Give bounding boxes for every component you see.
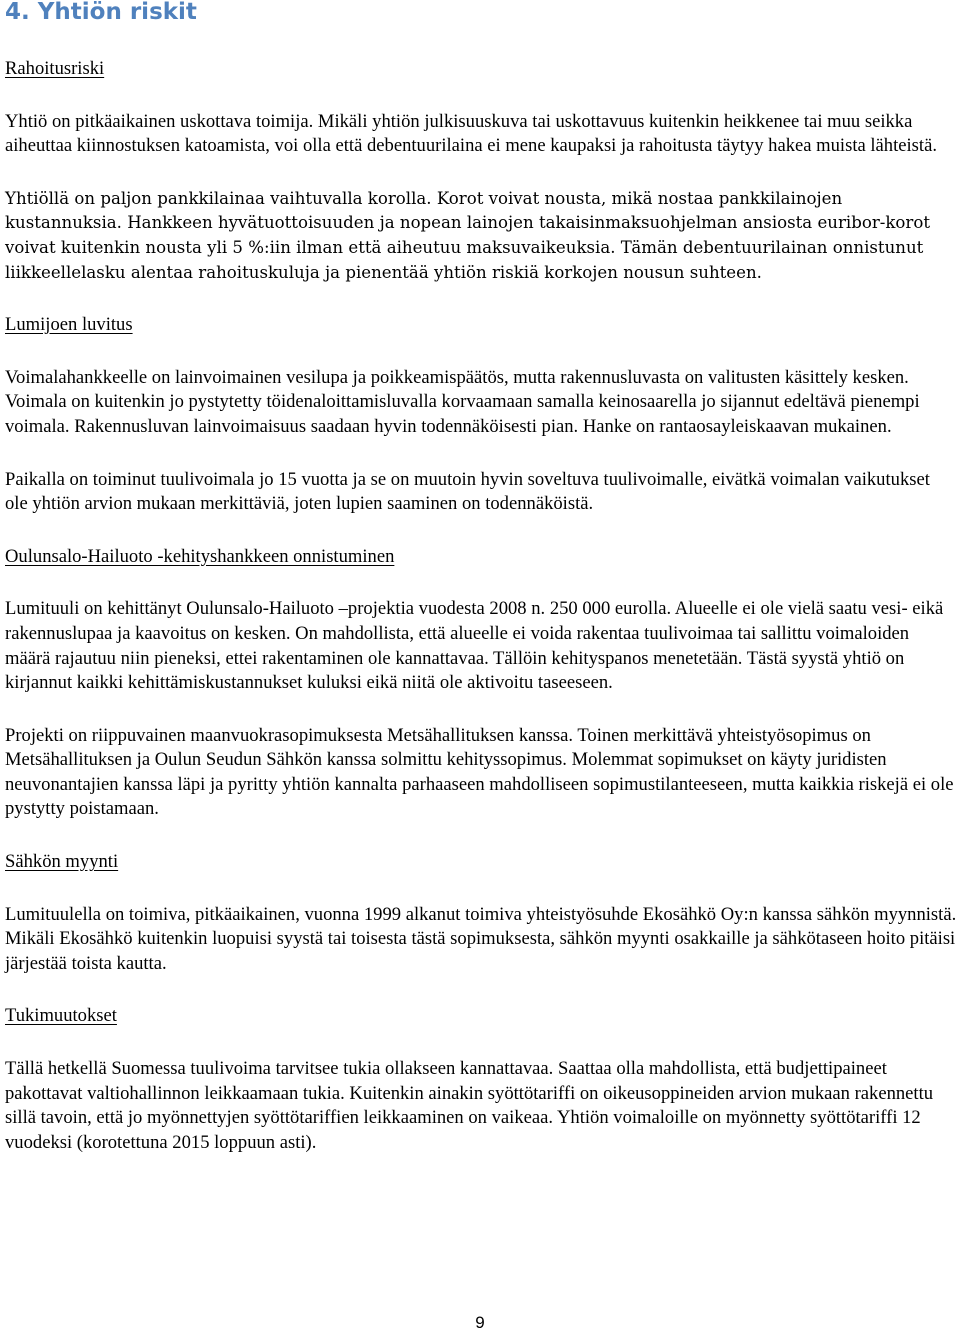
paragraph: Lumituulella on toimiva, pitkäaikainen, vuonna 1999 alkanut toimiva yhteistyösuhde Ekosähkö Oy:n kanssa sähkön myynnistä. Mikäli Ekosähkö kuitenkin luopuisi syystä tai toisesta tästä sopimuksesta, sähkön myynti osakkaille ja sähkötaseen hoito pitäisi järjestää toista kautta.	[5, 903, 957, 974]
paragraph: Yhtiöllä on paljon pankkilainaa vaihtuvalla korolla. Korot voivat nousta, mikä nostaa pankkilainojen kustannuksia. Hankkeen hyvätuottoisuuden ja nopean lainojen takaisinmaksuohjelman ansiosta euribor-korot voivat kuitenkin nousta yli 5 %:iin ilman että aiheutuu maksuvaikeuksia. Tämän debentuurilainan onnistunut liikkeellelasku alentaa rahoituskuluja ja pienentää yhtiön riskiä korkojen nousun suhteen.	[5, 188, 930, 282]
paragraph: Yhtiö on pitkäaikainen uskottava toimija. Mikäli yhtiön julkisuuskuva tai uskottavuus kuitenkin heikkenee tai muu seikka aiheuttaa kiinnostuksen katoamista, voi olla että debentuurilaina ei mene kaupaksi ja rahoitusta täytyy hakea muista lähteistä.	[5, 110, 937, 157]
chapter-title: 4. Yhtiön riskit	[5, 0, 197, 25]
paragraph: Projekti on riippuvainen maanvuokrasopimuksesta Metsähallituksen kanssa. Toinen merkittävä yhteistyösopimus on Metsähallituksen ja Oulun Seudun Sähkön kanssa solmittu kehityssopimus. Molemmat sopimukset on käyty juridisten neuvonantajien kanssa läpi ja pyritty yhtiön kannalta parhaaseen mahdolliseen sopimustilanteeseen, mutta kaikkia riskejä ei ole pystytty poistamaan.	[5, 724, 954, 820]
page-number: 9	[475, 1313, 485, 1332]
section-heading-rahoitusriski: Rahoitusriski	[5, 58, 105, 79]
section-heading-sahkon-myynti: Sähkön myynti	[5, 851, 119, 873]
paragraph: Tällä hetkellä Suomessa tuulivoima tarvitsee tukia ollakseen kannattavaa. Saattaa olla mahdollista, että budjettipaineet pakottavat valtiohallinnon leikkaamaan tukia. Kuitenkin ainakin syöttötariffi on oikeusoppineiden arvion mukaan rakennettu sillä tavoin, että jo myönnettyjen syöttötariffien leikkaaminen on vaikeaa. Yhtiön voimaloille on myönnetty syöttötariffi 12 vuodeksi (korotettuna 2015 loppuun asti).	[5, 1058, 934, 1153]
paragraph: Paikalla on toiminut tuulivoimala jo 15 vuotta ja se on muutoin hyvin soveltuva tuulivoimalle, eivätkä voimalan vaikutukset ole yhtiön arvion mukaan merkittäviä, joten lupien saaminen on todennäköistä.	[5, 468, 930, 515]
section-heading-oulunsalo-hailuoto: Oulunsalo-Hailuoto -kehityshankkeen onnistuminen	[5, 545, 395, 567]
paragraph: Voimalahankkeelle on lainvoimainen vesilupa ja poikkeamispäätös, mutta rakennusluvasta on valitusten käsittely kesken. Voimala on kuitenkin jo pystytetty töidenaloittamisluvalla korvaamaan samalla keinosaarella jo sijannut edeltävä pienempi voimala. Rakennusluvan lainvoimaisuus saadaan hyvin todennäköisesti pian. Hanke on rantaosayleiskaavan mukainen.	[5, 366, 920, 437]
section-heading-lumijoen-luvitus: Lumijoen luvitus	[5, 314, 133, 336]
paragraph: Lumituuli on kehittänyt Oulunsalo-Hailuoto –projektia vuodesta 2008 n. 250 000 eurolla. Alueelle ei ole vielä saatu vesi- eikä rakennuslupaa ja kaavoitus on kesken. On mahdollista, että alueelle ei voida rakentaa tuulivoimaa tai sallittu voimaloiden määrä rajautuu niin pieneksi, ettei rakentaminen ole kannattavaa. Tällöin kehityspanos menetetään. Tästä syystä yhtiö on kirjannut kaikki kehittämiskustannukset kuluksi eikä niitä ole aktivoitu taseeseen.	[5, 598, 944, 694]
document-page	[5, 0, 957, 1155]
section-heading-tukimuutokset: Tukimuutokset	[5, 1005, 117, 1027]
